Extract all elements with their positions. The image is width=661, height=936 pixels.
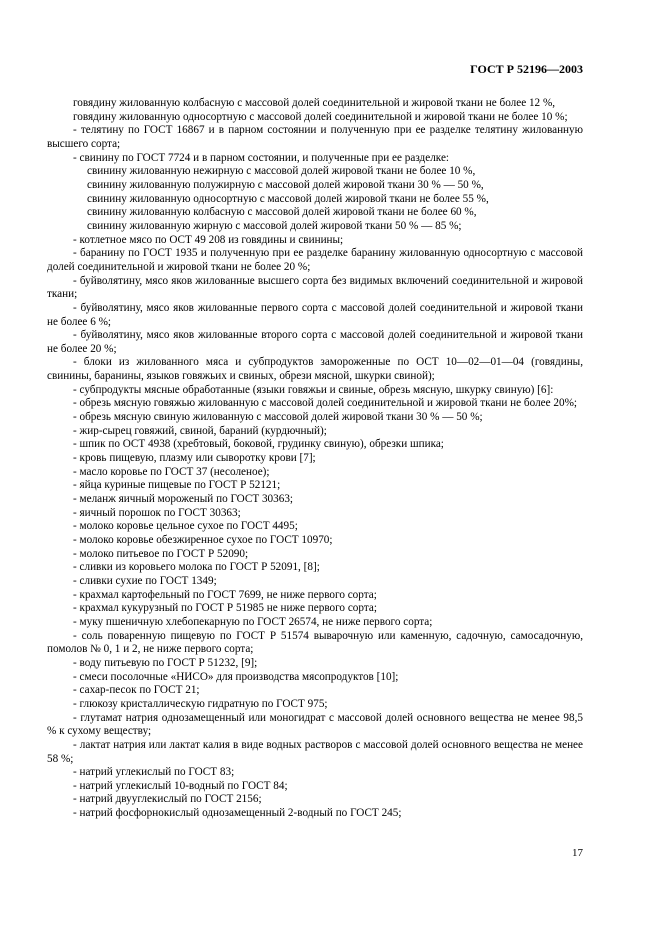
list-item: - буйволятину, мясо яков жилованные первого сорта с массовой долей соединительной и жировой ткани не более 6 %; [47,301,583,328]
list-item: свинину жилованную колбасную с массовой долей жировой ткани не более 60 %, [87,206,477,219]
list-item: - обрезь мясную говяжью жилованную с массовой долей соединительной и жировой ткани не более 20%; [73,397,577,410]
list-item: - натрий углекислый по ГОСТ 83; [73,766,235,779]
list-item: свинину жилованную жирную с массовой долей жировой ткани 50 % — 85 %; [87,219,462,232]
list-item: - кровь пищевую, плазму или сыворотку крови [7]; [73,452,316,465]
list-item: - яичный порошок по ГОСТ 30363; [73,506,241,519]
list-item: - шпик по ОСТ 4938 (хребтовый, боковой, грудинку свиную), обрезки шпика; [73,438,444,451]
list-item: - буйволятину, мясо яков жилованные высшего сорта без видимых включений соединительной и жировой ткани; [47,274,583,301]
list-item: - молоко коровье цельное сухое по ГОСТ 4495; [73,520,298,533]
page-number: 17 [572,847,583,859]
list-item: - крахмал кукурузный по ГОСТ Р 51985 не ниже первого сорта; [73,602,377,615]
list-item: свинину жилованную нежирную с массовой долей жировой ткани не более 10 %, [87,165,476,178]
list-item: - баранину по ГОСТ 1935 и полученную при ее разделке баранину жилованную односортную с массовой долей соединительной и жировой ткани не более 20 %; [47,247,583,273]
list-item: - обрезь мясную свиную жилованную с массовой долей жировой ткани 30 % — 50 %; [73,411,483,424]
list-item: - натрий углекислый 10-водный по ГОСТ 84; [73,779,288,792]
list-item: - жир-сырец говяжий, свиной, бараний (курдючный); [73,424,327,437]
list-item: - крахмал картофельный по ГОСТ 7699, не ниже первого сорта; [73,588,377,601]
list-item: - глутамат натрия однозамещенный или моногидрат с массовой долей основного вещества не менее 98,5 % к сухому веществу; [47,711,583,738]
list-item: - соль поваренную пищевую по ГОСТ Р 51574 выварочную или каменную, садочную, самосадочную, помолов № 0, 1 и 2, не ниже первого сорта; [47,629,583,656]
list-item: свинину жилованную односортную с массовой долей жировой ткани не более 55 %, [87,192,489,205]
list-item: говядину жилованную колбасную с массовой долей соединительной и жировой ткани не более 12 %, [73,97,556,109]
list-item: - смеси посолочные «НИСО» для производства мясопродуктов [10]; [73,670,399,683]
list-item: говядину жилованную односортную с массовой долей соединительной и жировой ткани не более 10 %; [73,110,568,123]
document-header: ГОСТ Р 52196—2003 [470,62,583,76]
list-item: - свинину по ГОСТ 7724 и в парном состоянии, и полученные при ее разделке: [73,151,450,164]
list-item: - сливки сухие по ГОСТ 1349; [73,574,217,587]
list-item: - субпродукты мясные обработанные (языки говяжьи и свиные, обрезь мясную, шкурку свиную) [6]: [73,383,554,396]
list-item: - котлетное мясо по ОСТ 49 208 из говядины и свинины; [73,233,344,246]
list-item: - сахар-песок по ГОСТ 21; [73,684,200,697]
list-item: - масло коровье по ГОСТ 37 (несоленое); [73,465,270,478]
list-item: - молоко питьевое по ГОСТ Р 52090; [73,547,249,560]
list-item: - яйца куриные пищевые по ГОСТ Р 52121; [73,479,281,492]
list-item: - муку пшеничную хлебопекарную по ГОСТ 26574, не ниже первого сорта; [73,615,433,628]
list-item: - буйволятину, мясо яков жилованные второго сорта с массовой долей соединительной и жировой ткани не более 20 %; [47,329,583,355]
list-item: - молоко коровье обезжиренное сухое по ГОСТ 10970; [73,534,333,546]
list-item: - натрий фосфорнокислый однозамещенный 2-водный по ГОСТ 245; [73,807,402,820]
list-item: - глюкозу кристаллическую гидратную по ГОСТ 975; [73,697,328,710]
list-item: - натрий двууглекислый по ГОСТ 2156; [73,793,262,806]
list-item: свинину жилованную полужирную с массовой долей жировой ткани 30 % — 50 %, [87,178,484,191]
list-item: - телятину по ГОСТ 16867 и в парном состоянии и полученную при ее разделке телятину жилованную высшего сорта; [47,124,583,150]
list-item: - меланж яичный мороженый по ГОСТ 30363; [73,493,294,506]
list-item: - сливки из коровьего молока по ГОСТ Р 52091, [8]; [73,561,320,574]
document-body [47,97,583,821]
list-item: - лактат натрия или лактат калия в виде водных растворов с массовой долей основного вещества не менее 58 %; [47,738,583,765]
list-item: - блоки из жилованного мяса и субпродуктов замороженные по ОСТ 10—02—01—04 (говядины, свинины, баранины, языков говяжьих и свиных, обрези мясной, шкурки свиной); [47,356,583,383]
list-item: - воду питьевую по ГОСТ Р 51232, [9]; [73,656,258,669]
